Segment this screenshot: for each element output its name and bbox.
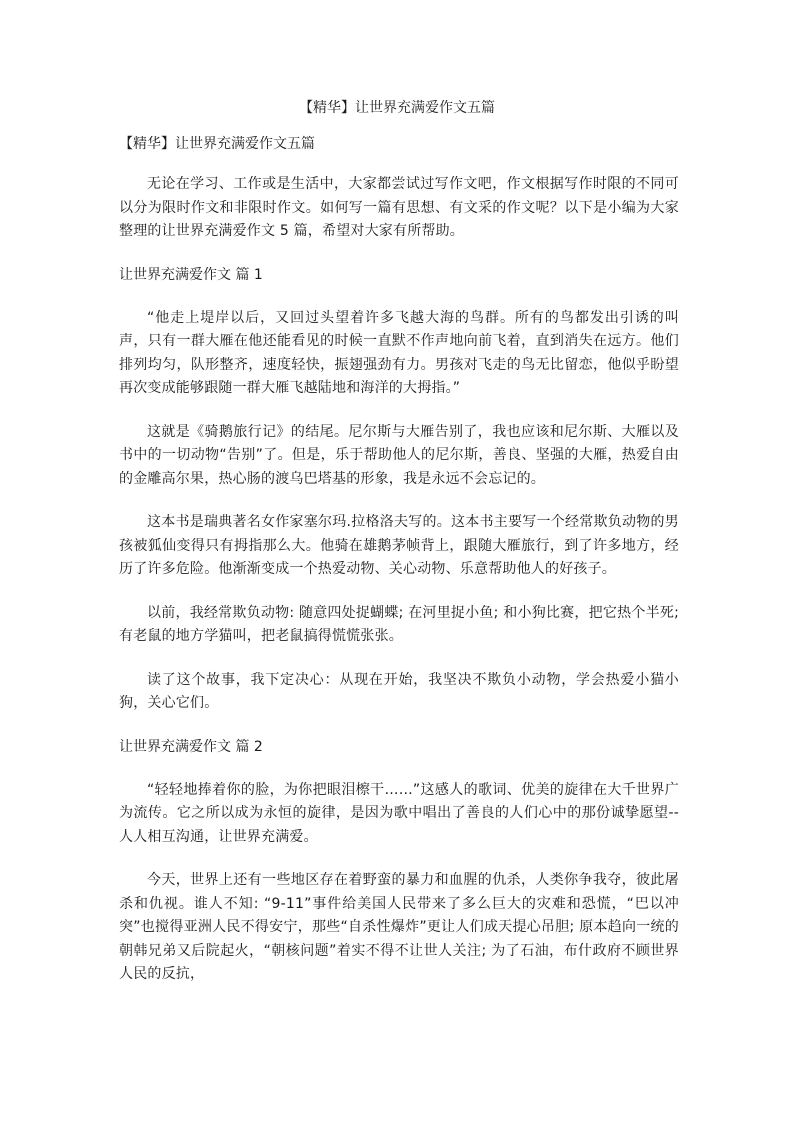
document-title: 【精华】让世界充满爱作文五篇 [299, 100, 495, 116]
section-heading-2: 让世界充满爱作文 篇 2 [119, 738, 263, 755]
paragraph: 读了这个故事，我下定决心：从现在开始，我坚决不欺负小动物，学会热爱小猫小狗，关心它们。 [119, 671, 679, 711]
paragraph: “他走上堤岸以后，又回过头望着许多飞越大海的鸟群。所有的鸟都发出引诱的叫声，只有一群大雁在他还能看见的时候一直默不作声地向前飞着，直到消失在远方。他们排列均匀，队形整齐，速度轻快，振翅强劲有力。男孩对飞走的鸟无比留恋，他似乎盼望再次变成能够跟随一群大雁飞越陆地和海洋的大拇指。” [119, 309, 679, 396]
intro-paragraph: 无论在学习、工作或是生活中，大家都尝试过写作文吧，作文根据写作时限的不同可以分为限时作文和非限时作文。如何写一篇有思想、有文采的作文呢？以下是小编为大家整理的让世界充满爱作文 5 篇，希望对大家有所帮助。 [119, 176, 679, 239]
paragraph: 今天，世界上还有一些地区存在着野蛮的暴力和血腥的仇杀，人类你争我夺，彼此屠杀和仇视。谁人不知: “9-11”事件给美国人民带来了多么巨大的灾难和恐慌，“巴以冲突”也搅得亚洲人民不得安宁，那些“自杀性爆炸”更让人们成天提心吊胆; 原本趋向一统的朝韩兄弟又后院起火，“朝核问题”着实不得不让世人关注; 为了石油，布什政府不顾世界人民的反抗， [119, 872, 679, 982]
document-subtitle: 【精华】让世界充满爱作文五篇 [119, 136, 315, 152]
paragraph: 以前，我经常欺负动物: 随意四处捉蝴蝶; 在河里捉小鱼; 和小狗比赛，把它热个半死; 有老鼠的地方学猫叫，把老鼠搞得慌慌张张。 [119, 604, 679, 644]
paragraph: 这就是《骑鹅旅行记》的结尾。尼尔斯与大雁告别了，我也应该和尼尔斯、大雁以及书中的一切动物“告别”了。但是，乐于帮助他人的尼尔斯，善良、坚强的大雁，热爱自由的金雕高尔果，热心肠的渡乌巴塔基的形象，我是永远不会忘记的。 [119, 423, 679, 487]
document-body [119, 133, 679, 1007]
paragraph: “轻轻地捧着你的脸，为你把眼泪檫干……”这感人的歌词、优美的旋律在大千世界广为流传。它之所以成为永恒的旋律，是因为歌中唱出了善良的人们心中的那份诚挚愿望--人人相互沟通，让世界充满爱。 [119, 781, 679, 845]
section-heading-1: 让世界充满爱作文 篇 1 [119, 266, 263, 283]
paragraph: 这本书是瑞典著名女作家塞尔玛.拉格洛夫写的。这本书主要写一个经常欺负动物的男孩被狐仙变得只有拇指那么大。他骑在雄鹅茅帧背上，跟随大雁旅行，到了许多地方，经历了许多危险。他渐渐变成一个热爱动物、关心动物、乐意帮助他人的好孩子。 [119, 514, 679, 577]
